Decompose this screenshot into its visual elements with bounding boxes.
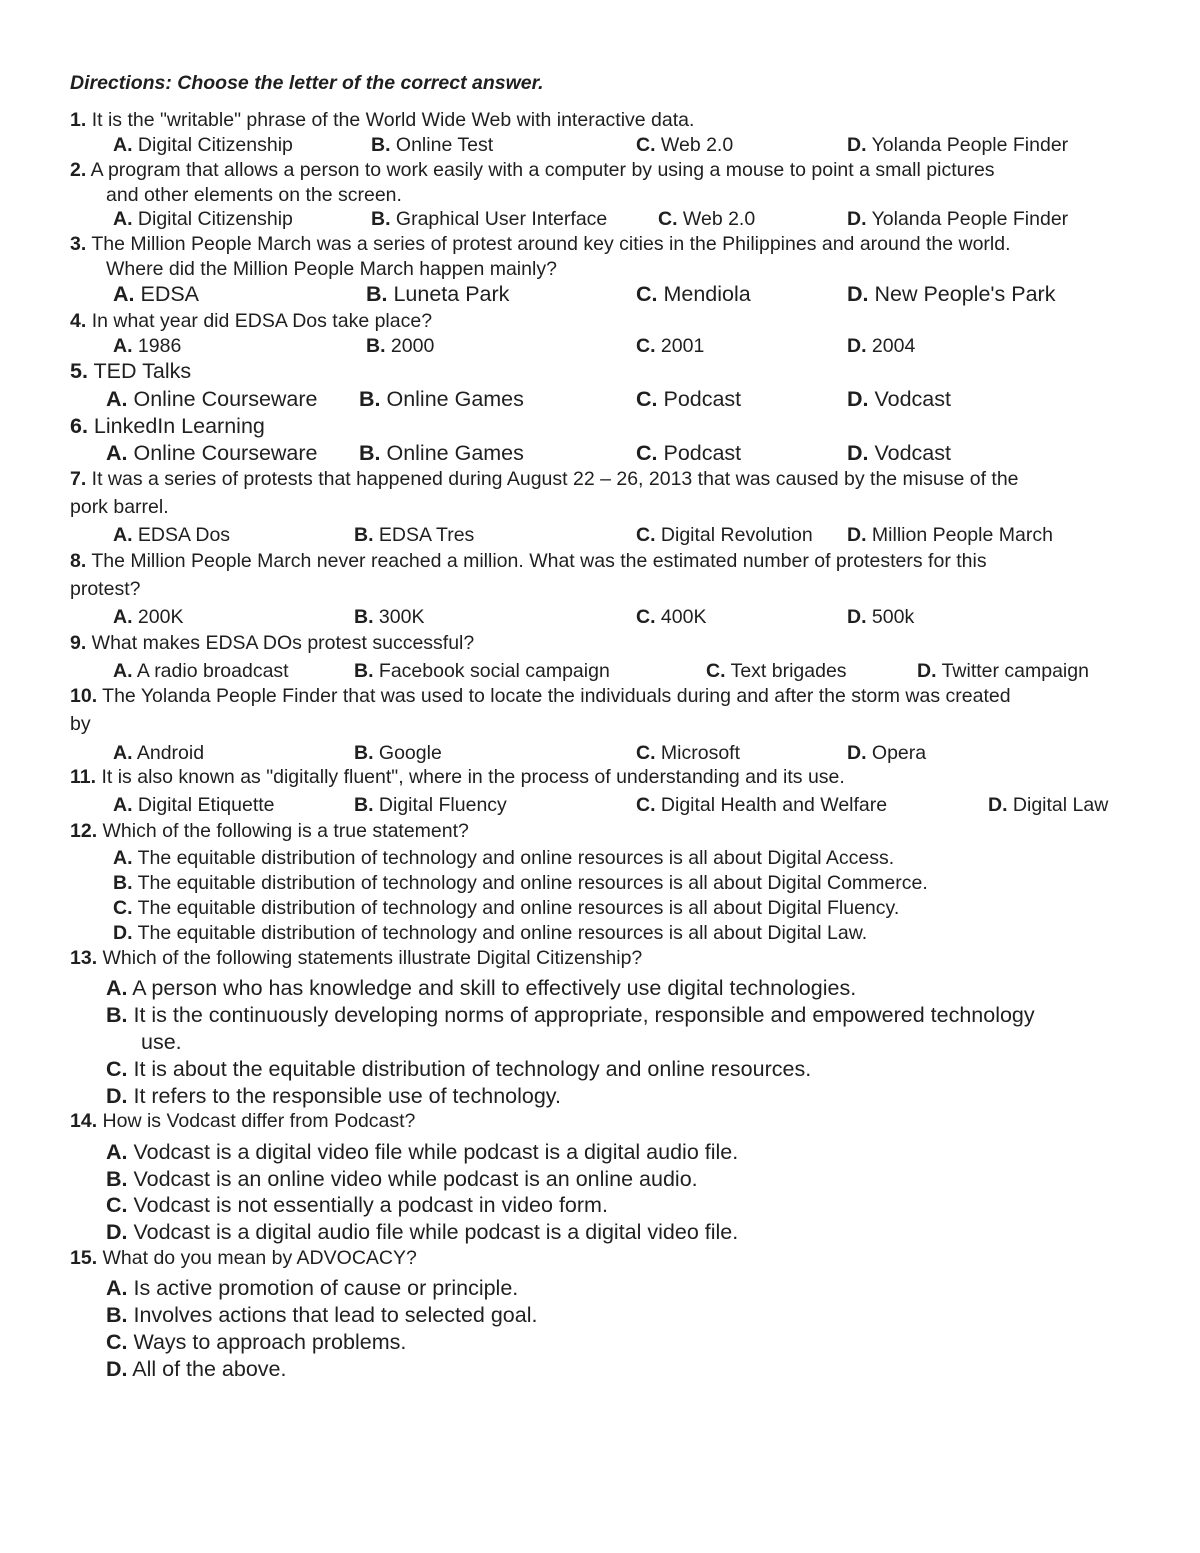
- choice-2d[interactable]: D. Yolanda People Finder: [847, 208, 1069, 230]
- question-5: 5. TED Talks: [70, 359, 192, 383]
- choice-9b[interactable]: B. Facebook social campaign: [354, 660, 610, 682]
- choice-9d[interactable]: D. Twitter campaign: [917, 660, 1089, 682]
- choice-7b[interactable]: B. EDSA Tres: [354, 524, 475, 546]
- choice-6b[interactable]: B. Online Games: [359, 441, 524, 465]
- question-8-cont: protest?: [70, 578, 141, 600]
- choice-15a[interactable]: A. Is active promotion of cause or principle.: [106, 1276, 519, 1300]
- question-12: 12. Which of the following is a true statement?: [70, 820, 469, 842]
- choice-10d[interactable]: D. Opera: [847, 742, 927, 764]
- choice-11a[interactable]: A. Digital Etiquette: [113, 794, 275, 816]
- choice-13a[interactable]: A. A person who has knowledge and skill to effectively use digital technologies.: [106, 976, 857, 1000]
- question-2: 2. A program that allows a person to work easily with a computer by using a mouse to point a small pictures: [70, 159, 995, 181]
- choice-8c[interactable]: C. 400K: [636, 606, 707, 628]
- choice-4b[interactable]: B. 2000: [366, 335, 435, 357]
- choice-14b[interactable]: B. Vodcast is an online video while podcast is an online audio.: [106, 1167, 698, 1191]
- choice-6d[interactable]: D. Vodcast: [847, 441, 951, 465]
- choice-1b[interactable]: B. Online Test: [371, 134, 494, 156]
- question-15: 15. What do you mean by ADVOCACY?: [70, 1247, 417, 1269]
- choice-13c[interactable]: C. It is about the equitable distribution of technology and online resources.: [106, 1057, 812, 1081]
- choice-12a[interactable]: A. The equitable distribution of technology and online resources is all about Digital Access.: [113, 847, 895, 869]
- choice-8a[interactable]: A. 200K: [113, 606, 184, 628]
- choice-13b-cont: use.: [141, 1030, 182, 1054]
- choice-3a[interactable]: A. EDSA: [113, 282, 200, 306]
- choice-2c[interactable]: C. Web 2.0: [658, 208, 756, 230]
- question-6: 6. LinkedIn Learning: [70, 414, 265, 438]
- question-3: 3. The Million People March was a series of protest around key cities in the Philippines and around the world.: [70, 233, 1011, 255]
- choice-14d[interactable]: D. Vodcast is a digital audio file while podcast is a digital video file.: [106, 1220, 739, 1244]
- question-1: [70, 108, 694, 132]
- choice-11c[interactable]: C. Digital Health and Welfare: [636, 794, 888, 816]
- choice-2a[interactable]: A. Digital Citizenship: [113, 208, 293, 230]
- choice-10b[interactable]: B. Google: [354, 742, 442, 764]
- choice-8d[interactable]: D. 500k: [847, 606, 915, 628]
- choice-15c[interactable]: C. Ways to approach problems.: [106, 1330, 407, 1354]
- choice-6a[interactable]: A. Online Courseware: [106, 441, 318, 465]
- choice-8b[interactable]: B. 300K: [354, 606, 425, 628]
- question-13: 13. Which of the following statements illustrate Digital Citizenship?: [70, 947, 643, 969]
- question-number: 1.: [70, 109, 87, 131]
- choice-10a[interactable]: A. Android: [113, 742, 205, 764]
- choice-4d[interactable]: D. 2004: [847, 335, 916, 357]
- question-8: 8. The Million People March never reached a million. What was the estimated number of protesters for this: [70, 550, 987, 572]
- choice-6c[interactable]: C. Podcast: [636, 441, 742, 465]
- question-7-cont: pork barrel.: [70, 496, 169, 518]
- choice-1c[interactable]: C. Web 2.0: [636, 134, 734, 156]
- choice-14a[interactable]: A. Vodcast is a digital video file while podcast is a digital audio file.: [106, 1140, 739, 1164]
- choice-5b[interactable]: B. Online Games: [359, 387, 524, 411]
- choice-4a[interactable]: A. 1986: [113, 335, 182, 357]
- choice-4c[interactable]: C. 2001: [636, 335, 705, 357]
- choice-11d[interactable]: D. Digital Law: [988, 794, 1109, 816]
- question-4: 4. In what year did EDSA Dos take place?: [70, 310, 433, 332]
- choice-9a[interactable]: A. A radio broadcast: [113, 660, 289, 682]
- choice-3c[interactable]: C. Mendiola: [636, 282, 751, 306]
- choice-11b[interactable]: B. Digital Fluency: [354, 794, 507, 816]
- choice-15b[interactable]: B. Involves actions that lead to selected goal.: [106, 1303, 538, 1327]
- choice-3b[interactable]: B. Luneta Park: [366, 282, 510, 306]
- choice-15d[interactable]: D. All of the above.: [106, 1357, 287, 1381]
- question-14: 14. How is Vodcast differ from Podcast?: [70, 1110, 416, 1132]
- choice-1a[interactable]: A. Digital Citizenship: [113, 134, 293, 156]
- choice-14c[interactable]: C. Vodcast is not essentially a podcast in video form.: [106, 1193, 608, 1217]
- choice-3d[interactable]: D. New People's Park: [847, 282, 1056, 306]
- choice-2b[interactable]: B. Graphical User Interface: [371, 208, 608, 230]
- choice-7c[interactable]: C. Digital Revolution: [636, 524, 813, 546]
- question-3-cont: Where did the Million People March happen mainly?: [106, 258, 557, 280]
- directions: Directions: Choose the letter of the correct answer.: [70, 72, 544, 94]
- choice-13d[interactable]: D. It refers to the responsible use of technology.: [106, 1084, 561, 1108]
- choice-12d[interactable]: D. The equitable distribution of technology and online resources is all about Digital Law.: [113, 922, 868, 944]
- choice-5d[interactable]: D. Vodcast: [847, 387, 951, 411]
- choice-13b[interactable]: B. It is the continuously developing norms of appropriate, responsible and empowered technology: [106, 1003, 1035, 1027]
- choice-10c[interactable]: C. Microsoft: [636, 742, 741, 764]
- choice-7d[interactable]: D. Million People March: [847, 524, 1053, 546]
- question-11: 11. It is also known as "digitally fluent", where in the process of understanding and its use.: [70, 766, 845, 788]
- question-9: 9. What makes EDSA DOs protest successful?: [70, 632, 475, 654]
- choice-7a[interactable]: A. EDSA Dos: [113, 524, 231, 546]
- question-7: 7. It was a series of protests that happened during August 22 – 26, 2013 that was caused by the misuse of the: [70, 468, 1019, 490]
- question-10-cont: by: [70, 713, 91, 735]
- choice-5c[interactable]: C. Podcast: [636, 387, 742, 411]
- question-2-cont: and other elements on the screen.: [106, 184, 402, 206]
- question-text: It is the "writable" phrase of the World Wide Web with interactive data.: [91, 109, 695, 131]
- question-10: 10. The Yolanda People Finder that was used to locate the individuals during and after the storm was created: [70, 685, 1011, 707]
- choice-5a[interactable]: A. Online Courseware: [106, 387, 318, 411]
- choice-9c[interactable]: C. Text brigades: [706, 660, 847, 682]
- choice-1d[interactable]: D. Yolanda People Finder: [847, 134, 1069, 156]
- choice-12c[interactable]: C. The equitable distribution of technology and online resources is all about Digital Fluency.: [113, 897, 900, 919]
- choice-12b[interactable]: B. The equitable distribution of technology and online resources is all about Digital Commerce.: [113, 872, 928, 894]
